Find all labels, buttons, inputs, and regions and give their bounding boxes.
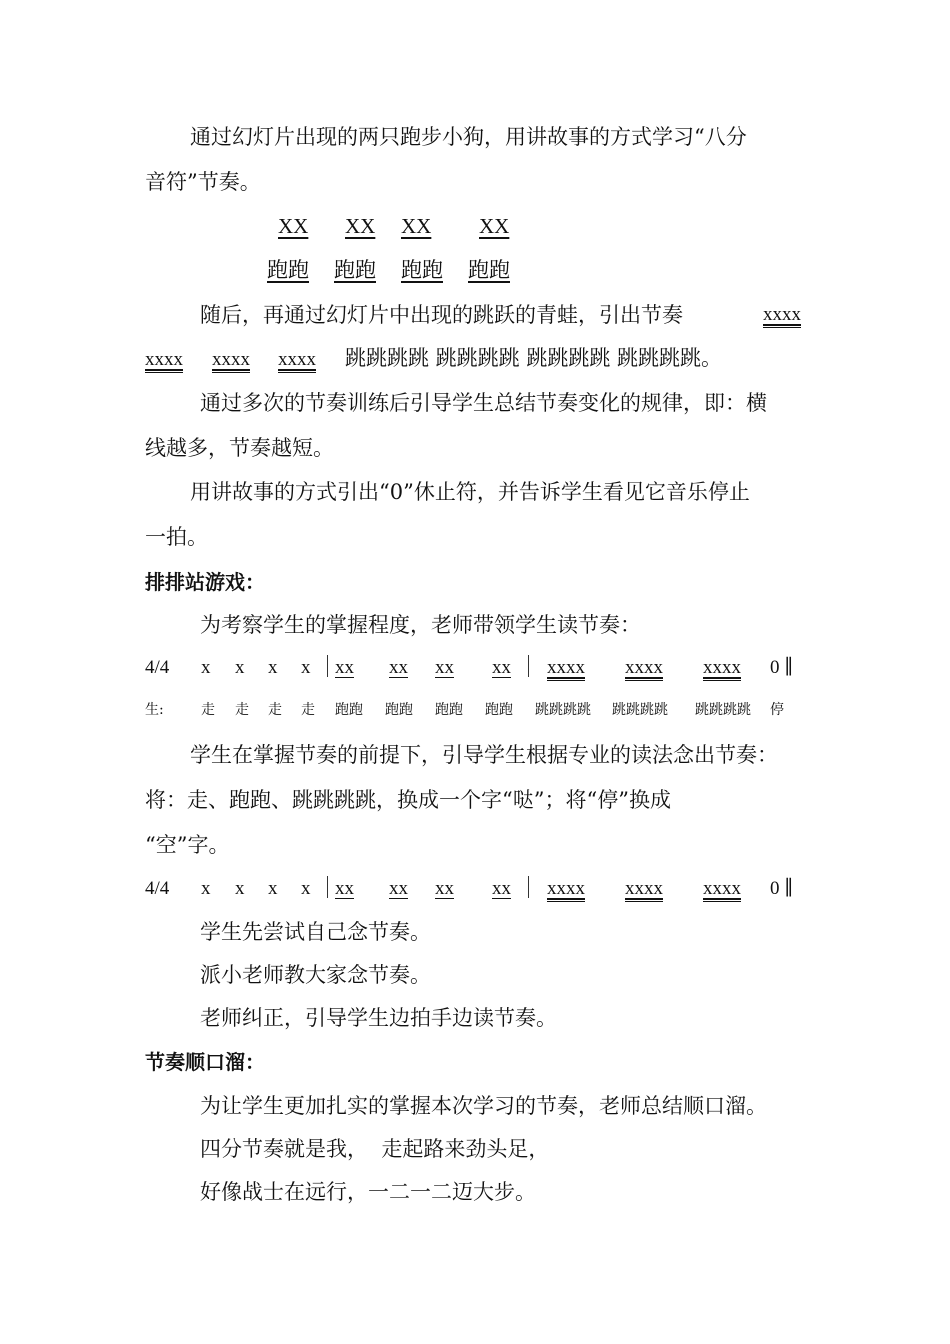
note-eighth: xx [389,878,408,899]
lyric-run: 跑跑 [335,702,363,718]
paragraph-line: 为考察学生的掌握程度，老师带领学生读节奏： [200,613,641,637]
note-eighth: xx [492,878,511,899]
note-sixteenth: xxxx [547,657,585,678]
rhythm-xx: XX [278,214,309,238]
rhythm-syllable: 跑跑 [401,258,443,282]
end-barline: ‖ [784,654,794,676]
bar-line [528,655,529,677]
lyric-walk: 走 [235,702,249,718]
paragraph-line: 通过多次的节奏训练后引导学生总结节奏变化的规律，即：横 [200,391,767,415]
paragraph-line: 线越多，节奏越短。 [145,436,334,460]
paragraph-line: “空”字。 [145,833,230,857]
lyric-jump: 跳跳跳跳 [612,702,668,718]
paragraph-line: 派小老师教大家念节奏。 [200,963,431,987]
note-quarter: x [301,878,311,899]
rhythm-xxxx: xxxx [763,304,801,325]
rhythm-xx: XX [345,214,376,238]
note-sixteenth: xxxx [625,878,663,899]
time-signature: 4/4 [145,657,170,678]
end-barline: ‖ [784,875,794,897]
paragraph-line: 跳跳跳跳 跳跳跳跳 跳跳跳跳 跳跳跳跳。 [345,346,723,370]
lyric-jump: 跳跳跳跳 [535,702,591,718]
rhythm-syllable: 跑跑 [468,258,510,282]
bar-line [327,655,328,677]
rhythm-syllable: 跑跑 [334,258,376,282]
lyric-jump: 跳跳跳跳 [695,702,751,718]
note-quarter: x [301,657,311,678]
paragraph-line: 用讲故事的方式引出“0”休止符，并告诉学生看见它音乐停止 [190,480,750,504]
section-heading: 节奏顺口溜： [145,1050,265,1074]
note-sixteenth: xxxx [625,657,663,678]
note-eighth: xx [389,657,408,678]
note-eighth: xx [335,878,354,899]
lyric-stop: 停 [770,702,784,718]
lyrics-label: 生: [145,702,164,718]
lyric-run: 跑跑 [435,702,463,718]
paragraph-line: 四分节奏就是我， 走起路来劲头足， [200,1137,550,1161]
note-eighth: xx [435,878,454,899]
rhythm-xxxx: xxxx [145,349,183,370]
rhythm-xx: XX [479,214,510,238]
paragraph-line: 学生先尝试自己念节奏。 [200,920,431,944]
rest: 0 [770,878,780,899]
rhythm-xxxx: xxxx [212,349,250,370]
section-heading: 排排站游戏： [145,570,265,594]
note-quarter: x [268,878,278,899]
note-quarter: x [235,878,245,899]
rest: 0 [770,657,780,678]
note-sixteenth: xxxx [703,657,741,678]
paragraph-line: 好像战士在远行，一二一二迈大步。 [200,1180,536,1204]
lyric-walk: 走 [301,702,315,718]
paragraph-line: 将：走、跑跑、跳跳跳跳，换成一个字“哒”；将“停”换成 [145,788,671,812]
lyric-run: 跑跑 [485,702,513,718]
note-sixteenth: xxxx [547,878,585,899]
rhythm-syllable: 跑跑 [267,258,309,282]
bar-line [528,876,529,898]
paragraph-line: 老师纠正，引导学生边拍手边读节奏。 [200,1006,557,1030]
note-eighth: xx [335,657,354,678]
rhythm-xx: XX [401,214,432,238]
lyric-walk: 走 [268,702,282,718]
note-eighth: xx [435,657,454,678]
note-quarter: x [268,657,278,678]
note-quarter: x [201,657,211,678]
note-quarter: x [201,878,211,899]
bar-line [327,876,328,898]
paragraph-line: 通过幻灯片出现的两只跑步小狗，用讲故事的方式学习“八分 [190,125,747,149]
note-quarter: x [235,657,245,678]
lyric-run: 跑跑 [385,702,413,718]
rhythm-xxxx: xxxx [278,349,316,370]
note-eighth: xx [492,657,511,678]
note-sixteenth: xxxx [703,878,741,899]
paragraph-line: 随后，再通过幻灯片中出现的跳跃的青蛙，引出节奏 [200,303,683,327]
time-signature: 4/4 [145,878,170,899]
paragraph-line: 为让学生更加扎实的掌握本次学习的节奏，老师总结顺口溜。 [200,1094,767,1118]
paragraph-line: 学生在掌握节奏的前提下，引导学生根据专业的读法念出节奏： [190,743,778,767]
paragraph-line: 音符”节奏。 [145,170,261,194]
lyric-walk: 走 [201,702,215,718]
paragraph-line: 一拍。 [145,525,208,549]
